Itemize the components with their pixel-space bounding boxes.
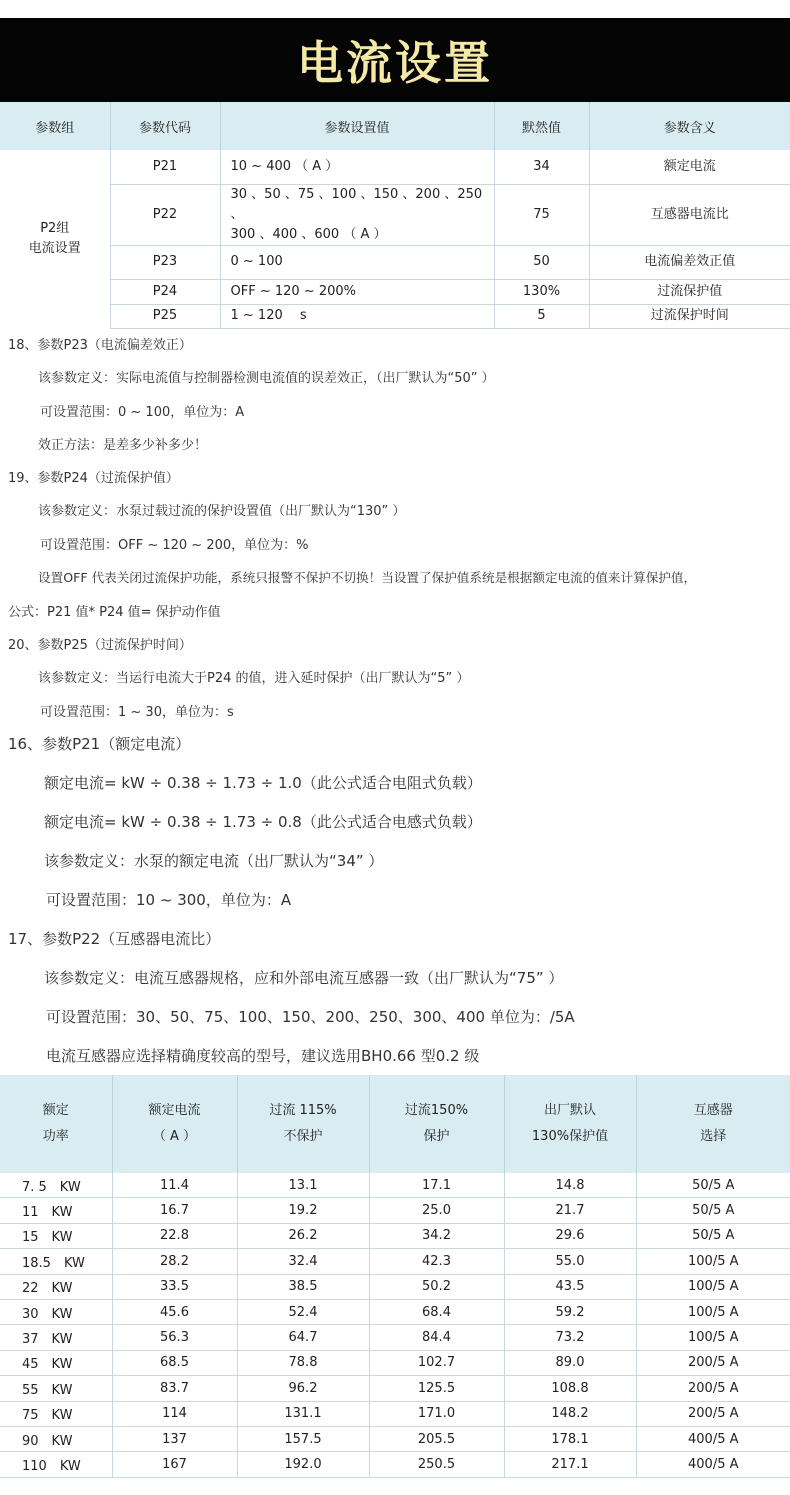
header-transformer: 互感器 选择: [636, 1075, 790, 1173]
cell-rated-current: 16.7: [112, 1198, 237, 1223]
cell-overcurrent-150: 250.5: [369, 1452, 504, 1477]
cell-rated-current: 137: [112, 1426, 237, 1451]
param-default: 5: [494, 304, 589, 328]
group-cell: [0, 150, 110, 328]
table-row: [0, 1274, 790, 1299]
cell-transformer: 100/5 A: [636, 1249, 790, 1274]
table-row: [0, 184, 790, 245]
p23-method: 效正方法：是差多少补多少！: [38, 438, 208, 453]
cell-transformer: 400/5 A: [636, 1452, 790, 1477]
cell-default-protection: 178.1: [504, 1426, 636, 1451]
table-row: [0, 1299, 790, 1324]
page-title: 电流设置: [297, 36, 493, 90]
cell-rated-current: 28.2: [112, 1249, 237, 1274]
table-row: [0, 1249, 790, 1274]
group-label-line1: P2组: [40, 221, 70, 236]
cell-overcurrent-115: 52.4: [237, 1299, 369, 1324]
p25-definition: 该参数定义：当运行电流大于P24 的值，进入延时保护（出厂默认为“5” ）: [38, 671, 470, 686]
p23-definition: 该参数定义：实际电流值与控制器检测电流值的误差效正，（出厂默认为“50” ）: [38, 371, 495, 386]
param-meaning: 过流保护值: [589, 279, 790, 304]
table-row: [0, 1198, 790, 1223]
table-row: [0, 1452, 790, 1477]
cell-rated-current: 114: [112, 1401, 237, 1426]
p24-formula: 公式：P21 值* P24 值= 保护动作值: [8, 605, 221, 620]
table-row: [0, 1223, 790, 1248]
p24-off-note: 设置OFF 代表关闭过流保护功能，系统只报警不保护不切换！当设置了保护值系统是根据额定电流的值来计算保护值，: [38, 570, 697, 585]
cell-overcurrent-150: 102.7: [369, 1350, 504, 1375]
p22-definition: 该参数定义：电流互感器规格，应和外部电流互感器一致（出厂默认为“75” ）: [44, 969, 564, 987]
header-rated-power: 额定 功率: [0, 1075, 112, 1173]
cell-power: 7. 5 KW: [0, 1173, 112, 1198]
param-meaning: 额定电流: [589, 150, 790, 184]
header-code: 参数代码: [110, 102, 220, 150]
header-meaning: 参数含义: [589, 102, 790, 150]
cell-transformer: 50/5 A: [636, 1173, 790, 1198]
cell-power: 18.5 KW: [0, 1249, 112, 1274]
p24-range: 可设置范围：OFF ~ 120 ~ 200，单位为：%: [40, 538, 309, 553]
cell-overcurrent-150: 50.2: [369, 1274, 504, 1299]
cell-rated-current: 83.7: [112, 1376, 237, 1401]
cell-default-protection: 59.2: [504, 1299, 636, 1324]
power-current-table: [0, 1075, 790, 1478]
cell-overcurrent-115: 96.2: [237, 1376, 369, 1401]
power-table-body: [0, 1173, 790, 1477]
cell-power: 110 KW: [0, 1452, 112, 1477]
param-setting: OFF ~ 120 ~ 200%: [220, 279, 494, 304]
param-meaning: 电流偏差效正值: [589, 245, 790, 279]
param-setting: 1 ~ 120 s: [220, 304, 494, 328]
p21-range: 可设置范围：10 ~ 300，单位为：A: [46, 891, 292, 909]
param-setting-line2: 300 、400 、600 （ A ）: [230, 226, 387, 242]
param-code: P22: [110, 184, 220, 245]
table-row: [0, 1401, 790, 1426]
cell-power: 90 KW: [0, 1426, 112, 1451]
group-label-line2: 电流设置: [28, 241, 81, 256]
cell-default-protection: 14.8: [504, 1173, 636, 1198]
power-table-header: [0, 1075, 790, 1173]
cell-overcurrent-115: 157.5: [237, 1426, 369, 1451]
cell-transformer: 100/5 A: [636, 1325, 790, 1350]
param-code: P23: [110, 245, 220, 279]
p25-range: 可设置范围：1 ~ 30，单位为：s: [40, 705, 234, 720]
cell-rated-current: 33.5: [112, 1274, 237, 1299]
cell-power: 11 KW: [0, 1198, 112, 1223]
cell-transformer: 400/5 A: [636, 1426, 790, 1451]
cell-overcurrent-115: 32.4: [237, 1249, 369, 1274]
p23-title: 18、参数P23（电流偏差效正）: [8, 338, 192, 353]
p21-formula-inductive: 额定电流= kW ÷ 0.38 ÷ 1.73 ÷ 0.8（此公式适合电感式负载）: [44, 813, 482, 831]
parameter-table: [0, 102, 790, 329]
cell-overcurrent-115: 26.2: [237, 1223, 369, 1248]
cell-overcurrent-115: 64.7: [237, 1325, 369, 1350]
table-row: [0, 1376, 790, 1401]
param-setting: [220, 184, 494, 245]
table-row: [0, 245, 790, 279]
cell-transformer: 200/5 A: [636, 1350, 790, 1375]
header-overcurrent-150: 过流150% 保护: [369, 1075, 504, 1173]
param-meaning: 互感器电流比: [589, 184, 790, 245]
cell-power: 15 KW: [0, 1223, 112, 1248]
cell-overcurrent-150: 125.5: [369, 1376, 504, 1401]
param-default: 50: [494, 245, 589, 279]
cell-transformer: 50/5 A: [636, 1198, 790, 1223]
cell-overcurrent-115: 78.8: [237, 1350, 369, 1375]
cell-overcurrent-115: 19.2: [237, 1198, 369, 1223]
cell-overcurrent-150: 34.2: [369, 1223, 504, 1248]
table-row: [0, 1325, 790, 1350]
p21-title: 16、参数P21（额定电流）: [8, 735, 191, 753]
cell-power: 37 KW: [0, 1325, 112, 1350]
p22-advice: 电流互感器应选择精确度较高的型号，建议选用BH0.66 型0.2 级: [46, 1047, 480, 1065]
p21-definition: 该参数定义：水泵的额定电流（出厂默认为“34” ）: [44, 852, 384, 870]
cell-rated-current: 11.4: [112, 1173, 237, 1198]
cell-overcurrent-150: 205.5: [369, 1426, 504, 1451]
cell-overcurrent-115: 192.0: [237, 1452, 369, 1477]
cell-power: 45 KW: [0, 1350, 112, 1375]
p24-definition: 该参数定义：水泵过载过流的保护设置值（出厂默认为“130” ）: [38, 504, 406, 519]
cell-overcurrent-150: 42.3: [369, 1249, 504, 1274]
cell-default-protection: 89.0: [504, 1350, 636, 1375]
cell-default-protection: 148.2: [504, 1401, 636, 1426]
p22-range: 可设置范围：30、50、75、100、150、200、250、300、400 单位为：/5A: [46, 1008, 575, 1026]
cell-rated-current: 22.8: [112, 1223, 237, 1248]
param-default: 34: [494, 150, 589, 184]
cell-default-protection: 108.8: [504, 1376, 636, 1401]
title-banner: [0, 18, 790, 102]
param-meaning: 过流保护时间: [589, 304, 790, 328]
param-default: 75: [494, 184, 589, 245]
cell-power: 75 KW: [0, 1401, 112, 1426]
cell-default-protection: 21.7: [504, 1198, 636, 1223]
cell-rated-current: 68.5: [112, 1350, 237, 1375]
cell-overcurrent-150: 84.4: [369, 1325, 504, 1350]
cell-overcurrent-150: 25.0: [369, 1198, 504, 1223]
param-code: P25: [110, 304, 220, 328]
cell-overcurrent-115: 131.1: [237, 1401, 369, 1426]
cell-default-protection: 43.5: [504, 1274, 636, 1299]
cell-overcurrent-115: 38.5: [237, 1274, 369, 1299]
cell-rated-current: 45.6: [112, 1299, 237, 1324]
header-group: 参数组: [0, 102, 110, 150]
table-row: [0, 1350, 790, 1375]
cell-transformer: 200/5 A: [636, 1401, 790, 1426]
cell-transformer: 50/5 A: [636, 1223, 790, 1248]
table-row: [0, 150, 790, 184]
header-rated-current: 额定电流 （ A ）: [112, 1075, 237, 1173]
cell-overcurrent-150: 17.1: [369, 1173, 504, 1198]
cell-rated-current: 167: [112, 1452, 237, 1477]
param-code: P24: [110, 279, 220, 304]
header-default: 默然值: [494, 102, 589, 150]
cell-overcurrent-150: 171.0: [369, 1401, 504, 1426]
param-setting: 0 ~ 100: [220, 245, 494, 279]
param-default: 130%: [494, 279, 589, 304]
cell-rated-current: 56.3: [112, 1325, 237, 1350]
cell-default-protection: 29.6: [504, 1223, 636, 1248]
p22-title: 17、参数P22（互感器电流比）: [8, 930, 221, 948]
header-factory-default: 出厂默认 130%保护值: [504, 1075, 636, 1173]
cell-power: 55 KW: [0, 1376, 112, 1401]
cell-power: 30 KW: [0, 1299, 112, 1324]
table-row: [0, 279, 790, 304]
p23-range: 可设置范围：0 ~ 100，单位为：A: [40, 405, 245, 420]
cell-power: 22 KW: [0, 1274, 112, 1299]
cell-transformer: 100/5 A: [636, 1274, 790, 1299]
table-row: [0, 1426, 790, 1451]
p24-title: 19、参数P24（过流保护值）: [8, 471, 179, 486]
cell-default-protection: 55.0: [504, 1249, 636, 1274]
header-overcurrent-115: 过流 115% 不保护: [237, 1075, 369, 1173]
param-code: P21: [110, 150, 220, 184]
p25-title: 20、参数P25（过流保护时间）: [8, 638, 192, 653]
p21-formula-resistive: 额定电流= kW ÷ 0.38 ÷ 1.73 ÷ 1.0（此公式适合电阻式负载）: [44, 774, 482, 792]
cell-overcurrent-115: 13.1: [237, 1173, 369, 1198]
cell-transformer: 200/5 A: [636, 1376, 790, 1401]
header-setting: 参数设置值: [220, 102, 494, 150]
cell-default-protection: 217.1: [504, 1452, 636, 1477]
cell-overcurrent-150: 68.4: [369, 1299, 504, 1324]
parameter-table-header: [0, 102, 790, 150]
param-setting-line1: 30 、50 、75 、100 、150 、200 、250 、: [230, 186, 483, 222]
table-row: [0, 1173, 790, 1198]
cell-transformer: 100/5 A: [636, 1299, 790, 1324]
param-setting: 10 ~ 400 （ A ）: [220, 150, 494, 184]
table-row: [0, 304, 790, 328]
cell-default-protection: 73.2: [504, 1325, 636, 1350]
